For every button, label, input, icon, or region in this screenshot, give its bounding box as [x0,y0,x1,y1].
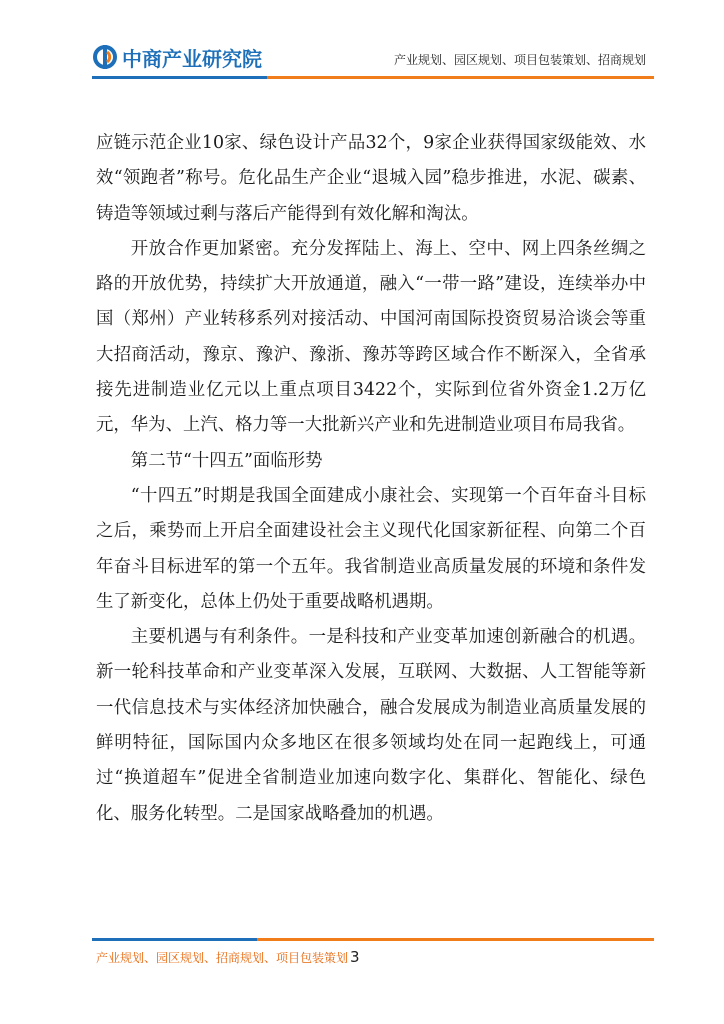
header-rule-orange [267,76,654,79]
header-rule-blue [92,76,267,79]
header-tagline: 产业规划、园区规划、项目包装策划、招商规划 [393,53,646,67]
paragraph: 主要机遇与有利条件。一是科技和产业变革加速创新融合的机遇。新一轮科技革命和产业变革深入发展，互联网、大数据、人工智能等新一代信息技术与实体经济加快融合，融合发展成为制造业高质量发展的鲜明特征，国际国内众多地区在很多领域均处在同一起跑线上，可通过“换道超车”促进全省制造业加速向数字化、集群化、智能化、绿色化、服务化转型。二是国家战略叠加的机遇。 [96,627,646,824]
paragraph: 开放合作更加紧密。充分发挥陆上、海上、空中、网上四条丝绸之路的开放优势，持续扩大开放通道，融入“一带一路”建设，连续举办中国（郑州）产业转移系列对接活动、中国河南国际投资贸易洽谈会等重大招商活动，豫京、豫沪、豫浙、豫苏等跨区域合作不断深入，全省承接先进制造业亿元以上重点项目3422个，实际到位省外资金1.2万亿元，华为、上汽、格力等一大批新兴产业和先进制造业项目布局我省。 [96,238,646,436]
footer-rule-orange [257,938,654,941]
paragraph: 应链示范企业10家、绿色设计产品32个，9家企业获得国家级能效、水效“领跑者”称号。危化品生产企业“退城入园”稳步推进，水泥、碳素、铸造等领域过剩与落后产能得到有效化解和淘汰。 [96,133,646,224]
paragraph: “十四五”时期是我国全面建成小康社会、实现第一个百年奋斗目标之后，乘势而上开启全面建设社会主义现代化国家新征程、向第二个百年奋斗目标进军的第一个五年。我省制造业高质量发展的环境和条件发生了新变化，总体上仍处于重要战略机遇期。 [96,485,646,612]
logo-text: 中商产业研究院 [122,46,262,71]
page-footer [96,948,360,966]
footer-rule-blue [92,938,257,941]
page-header [0,0,724,84]
document-body [96,126,646,832]
company-logo [92,42,262,72]
page-number: 3 [350,948,360,966]
section-heading: 第二节“十四五”面临形势 [130,450,323,471]
logo-icon [92,44,118,70]
footer-tagline: 产业规划、园区规划、招商规划、项目包装策划 [96,951,349,965]
